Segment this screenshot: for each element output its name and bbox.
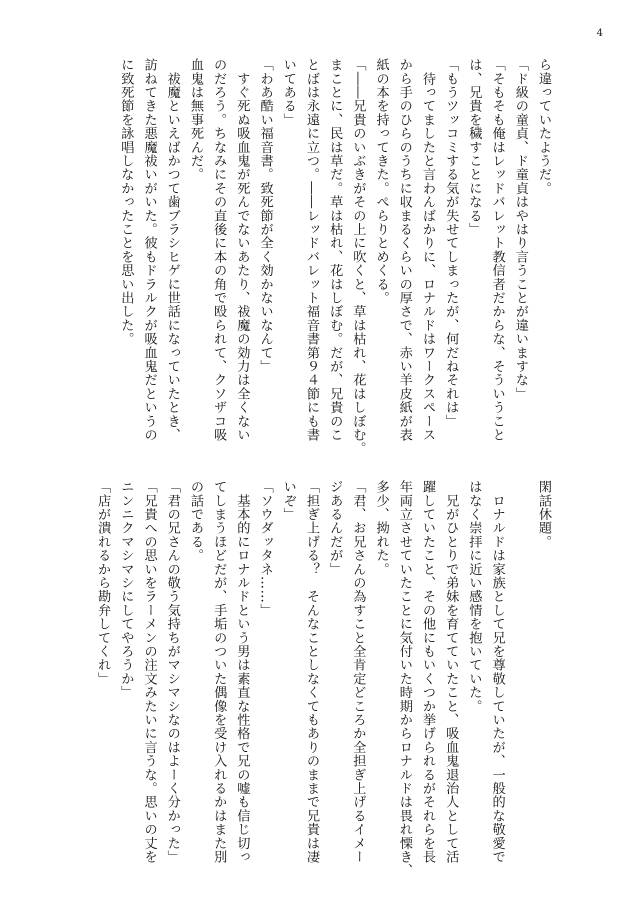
text-line: 基本的にロナルドという男は素直な性格で兄の嘘も信じ切っ	[234, 480, 250, 864]
text-line: 「――兄貴のいぶきがその上に吹くと、草は枯れ、花はしぼむ。	[350, 58, 366, 456]
text-line: 血鬼は無事死んだ。	[187, 58, 203, 182]
text-line: 「兄貴への思いをラーメンの注文みたいに言うな。思いの丈を	[141, 480, 157, 864]
text-line: すぐ死ぬ吸血鬼が死んでないあたり、祓魔の効力は全くない	[234, 58, 250, 442]
text-line: 「ド級の童貞、ド童貞はやはり言うことが違いますな」	[512, 58, 528, 401]
text-line: はなく崇拝に近い感情を抱いていた。	[466, 480, 482, 713]
text-line: 待ってましたと言わんばかりに、ロナルドはワークスペース	[419, 58, 435, 442]
text-line: 祓魔といえばかつて歯ブラシヒゲに世話になっていたとき、	[164, 58, 180, 442]
page-number: 4	[596, 28, 603, 39]
text-line: 「店が潰れるから勘弁してくれ」	[95, 480, 111, 686]
blank-line	[509, 480, 532, 855]
text-line: 「君、お兄さんの為すこと全肯定どころか全担ぎ上げるイメー	[350, 480, 366, 864]
text-line: のだろう。ちなみにその直後に本の角で殴られて、クソザコ吸	[211, 58, 227, 442]
section-heading: 閑話休題。	[536, 480, 551, 549]
text-line: 「担ぎ上げる？ そんなことしなくてもありのままで兄貴は凄	[303, 480, 319, 864]
text-line: に致死節を詠唱しなかったことを思い出した。	[118, 58, 134, 346]
text-line: いてある」	[280, 58, 296, 127]
text-line: 躍していたこと、その他にもいくつか挙げられるがそれらを長	[420, 480, 435, 864]
text-line: 「もうツッコミする気が失せてしまったが、何だねそれは」	[443, 58, 459, 428]
text-line: 「わあ酷い福音書。致死節が全く効かないなんて」	[257, 58, 273, 374]
text-line: ら違っていたようだ。	[536, 58, 551, 195]
text-line: は、兄貴を穢すことになる」	[466, 58, 482, 237]
bottom-text-block	[91, 480, 555, 878]
text-line: まことに、民は草だ。草は枯れ、花はしぼむ。だが、兄貴のこ	[327, 58, 343, 442]
text-line: 紙の本を持ってきた。ぺらりとめくる。	[373, 58, 389, 305]
text-line: 年両立させていたことに気付いた時期からロナルドは畏れ慄き、	[396, 480, 412, 878]
text-line: とばは永遠に立つ。――レッドバレット福音書第９４節にも書	[303, 58, 319, 442]
text-line: ロナルドは家族として兄を尊敬していたが、一般的な敬愛で	[489, 480, 505, 864]
text-line: 兄がひとりで弟妹を育てていたこと、吸血鬼退治人として活	[443, 480, 459, 864]
text-line: 「そもそも俺はレッドバレット教信者だからな、そういうこと	[489, 58, 505, 442]
top-text-block	[114, 58, 555, 456]
text-line: 「ソウダッタネ……」	[257, 480, 273, 617]
text-line: から手のひらのうちに収まるくらいの厚さで、赤い羊皮紙が表	[396, 58, 412, 442]
text-line: 多少、拗れた。	[373, 480, 389, 576]
text-line: 「君の兄さんの敬う気持ちがマシマシなのはよーく分かった」	[164, 480, 180, 864]
text-line: ニンニクマシマシにしてやろうか」	[118, 480, 134, 700]
text-line: てしまうほどだが、手垢のついた偶像を受け入れるかはまた別	[211, 480, 227, 864]
text-line: 訪ねてきた悪魔祓いがいた。彼もドラルクが吸血鬼だというの	[141, 58, 157, 442]
text-line: いぞ」	[280, 480, 296, 522]
text-line: ジあるんだが」	[327, 480, 343, 576]
text-line: の話である。	[187, 480, 203, 563]
